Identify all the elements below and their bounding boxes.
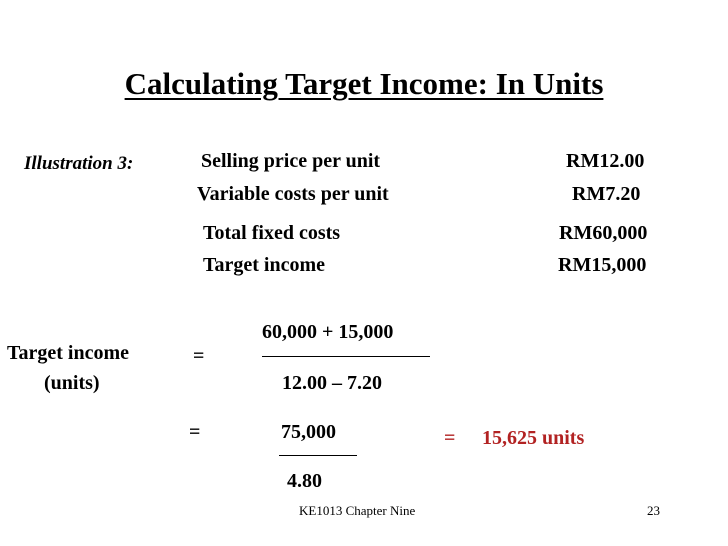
item-label-target-income: Target income <box>203 254 326 276</box>
item-label-fixed-costs: Total fixed costs <box>203 222 341 244</box>
item-label-variable-costs: Variable costs per unit <box>197 183 389 205</box>
formula-numerator-2: 75,000 <box>281 421 336 443</box>
item-value-variable-costs: RM7.20 <box>572 183 641 205</box>
fraction-bar-2 <box>279 455 357 456</box>
slide-title: Calculating Target Income: In Units <box>124 66 604 101</box>
item-value-selling-price: RM12.00 <box>566 150 645 172</box>
item-value-fixed-costs: RM60,000 <box>559 222 648 244</box>
formula-lhs-line2: (units) <box>44 372 100 394</box>
fraction-bar-1 <box>262 356 430 357</box>
formula-denominator-1: 12.00 – 7.20 <box>282 372 382 394</box>
formula-equals-1: = <box>193 345 205 367</box>
illustration-label: Illustration 3: <box>24 153 134 174</box>
formula-result: 15,625 units <box>482 427 585 449</box>
formula-lhs-line1: Target income <box>7 342 130 364</box>
footer-course: KE1013 Chapter Nine <box>299 503 416 518</box>
formula-equals-3: = <box>444 427 456 449</box>
formula-equals-2: = <box>189 421 201 443</box>
formula-denominator-2: 4.80 <box>287 470 322 492</box>
item-value-target-income: RM15,000 <box>558 254 647 276</box>
item-label-selling-price: Selling price per unit <box>201 150 381 172</box>
formula-numerator-1: 60,000 + 15,000 <box>262 321 394 343</box>
footer-page-number: 23 <box>647 503 660 518</box>
